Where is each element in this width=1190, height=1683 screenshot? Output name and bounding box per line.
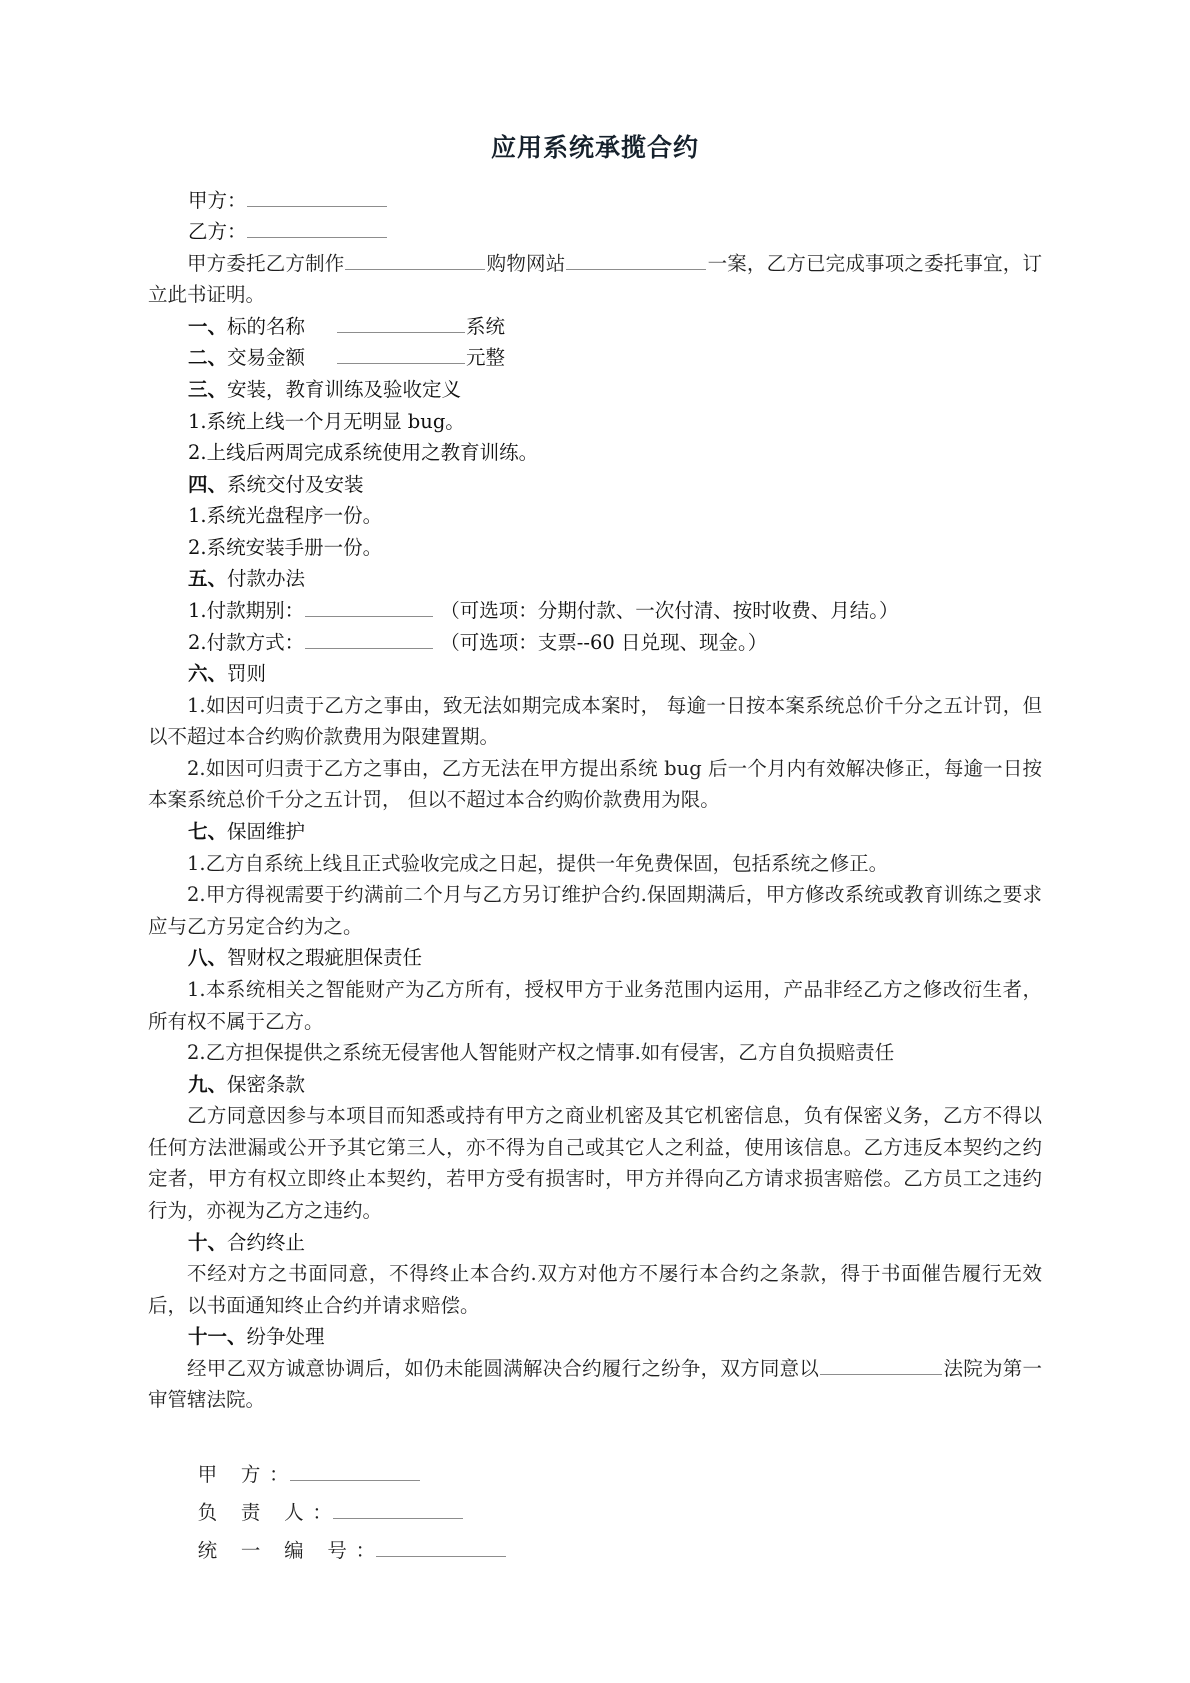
signature-block	[148, 1456, 1042, 1570]
section-6-item-2: 2.如因可归责于乙方之事由，乙方无法在甲方提出系统 bug 后一个月内有效解决修正，每逾一日按本案系统总价千分之五计罚， 但以不超过本合约购价款费用为限。	[148, 756, 1042, 812]
party-label-yifang: 乙方：	[187, 220, 247, 244]
payment-item-1-options: （可选项：分期付款、一次付清、按时收费、月结。）	[440, 599, 899, 623]
section-number-3: 三、	[187, 377, 227, 401]
dispute-part1: 经甲乙双方诚意协调后，如仍未能圆满解决合约履行之纷争，双方同意以	[187, 1356, 820, 1380]
section-8-item-2: 2.乙方担保提供之系统无侵害他人智能财产权之情事.如有侵害，乙方自负损赔责任	[187, 1041, 895, 1065]
section-8-item-1: 1.本系统相关之智能财产为乙方所有，授权甲方于业务范围内运用，产品非经乙方之修改衍生者，所有权不属于乙方。	[148, 977, 1042, 1033]
section-number-9: 九、	[187, 1072, 227, 1096]
section-number-7: 七、	[187, 820, 227, 844]
dispute-court-blank[interactable]	[820, 1353, 942, 1374]
party-label-jiafang: 甲方：	[187, 188, 247, 212]
section-number-6: 六、	[187, 662, 227, 686]
signature-row-jiafang	[198, 1456, 1042, 1494]
section-heading-3	[148, 374, 1042, 406]
preamble-part2: 购物网站	[486, 251, 566, 275]
preamble-part3: 一案，乙方已完成事项之委托事宜，订立此书证明。	[148, 251, 1042, 307]
party-row-yifang	[148, 216, 1042, 248]
signature-blank-jiafang[interactable]	[290, 1460, 420, 1481]
section-number-10: 十、	[187, 1230, 227, 1254]
section-number-2: 二、	[187, 346, 227, 370]
section-suffix-2: 元整	[466, 346, 506, 370]
preamble-blank-1[interactable]	[345, 248, 485, 269]
section-heading-4	[148, 469, 1042, 501]
signature-label-fuzeren: 负 责 人	[197, 1501, 313, 1525]
section-number-4: 四、	[187, 472, 227, 496]
section-heading-8	[148, 942, 1042, 974]
signature-blank-tongyibianhao[interactable]	[376, 1536, 506, 1557]
payment-item-1	[148, 595, 1042, 627]
dispute-part2: 法院为第一审管辖法院。	[148, 1356, 1042, 1412]
section-heading-6	[148, 658, 1042, 690]
section-6-item-1: 1.如因可归责于乙方之事由，致无法如期完成本案时， 每逾一日按本案系统总价千分之五计罚，但以不超过本合约购价款费用为限建置期。	[148, 693, 1042, 749]
section-3-item-1: 1.系统上线一个月无明显 bug。	[187, 409, 465, 433]
section-title-3: 安装，教育训练及验收定义	[226, 377, 461, 401]
section-11-body	[148, 1353, 1042, 1416]
section-heading-11	[148, 1321, 1042, 1353]
signature-row-tongyibianhao	[198, 1532, 1042, 1570]
preamble-blank-2[interactable]	[566, 248, 706, 269]
payment-item-2-label: 2.付款方式：	[187, 630, 305, 654]
section-title-2: 交易金额	[226, 346, 305, 370]
section-title-6: 罚则	[226, 662, 266, 686]
section-title-10: 合约终止	[226, 1230, 305, 1254]
section-suffix-1: 系统	[466, 314, 506, 338]
section-blank-1[interactable]	[337, 311, 465, 332]
section-3-item-2: 2.上线后两周完成系统使用之教育训练。	[187, 441, 539, 465]
section-7-item-2: 2.甲方得视需要于约满前二个月与乙方另订维护合约.保固期满后，甲方修改系统或教育训练之要求应与乙方另定合约为之。	[148, 883, 1042, 938]
section-title-4: 系统交付及安装	[226, 472, 364, 496]
signature-row-fuzeren	[198, 1494, 1042, 1532]
section-heading-9	[148, 1069, 1042, 1101]
signature-colon-fuzeren: ：	[312, 1501, 332, 1525]
section-title-8: 智财权之瑕疵胆保责任	[226, 946, 422, 970]
signature-colon-jiafang: ：	[269, 1463, 289, 1487]
payment-item-2	[148, 627, 1042, 659]
section-number-11: 十一、	[187, 1325, 247, 1349]
preamble-part1: 甲方委托乙方制作	[187, 251, 345, 275]
section-title-7: 保固维护	[226, 820, 305, 844]
section-7-item-1: 1.乙方自系统上线且正式验收完成之日起，提供一年免费保固，包括系统之修正。	[187, 851, 889, 875]
preamble-paragraph	[148, 248, 1042, 311]
section-title-5: 付款办法	[226, 567, 305, 591]
payment-item-1-blank[interactable]	[305, 596, 433, 617]
party-blank-yifang[interactable]	[247, 217, 387, 238]
payment-item-2-options: （可选项：支票--60 日兑现、现金。）	[440, 630, 768, 654]
party-blank-jiafang[interactable]	[247, 185, 387, 206]
signature-label-jiafang: 甲 方	[197, 1463, 270, 1487]
section-blank-2[interactable]	[337, 343, 465, 364]
section-title-1: 标的名称	[226, 314, 305, 338]
signature-colon-tongyibianhao: ：	[355, 1539, 376, 1563]
section-heading-2	[148, 342, 1042, 374]
section-heading-10	[148, 1227, 1042, 1259]
section-title-9: 保密条款	[226, 1072, 305, 1096]
section-title-11: 纷争处理	[246, 1325, 325, 1349]
section-10-body: 不经对方之书面同意，不得终止本合约.双方对他方不屡行本合约之条款，得于书面催告履行无效后，以书面通知终止合约并请求赔偿。	[148, 1262, 1042, 1317]
section-4-item-1: 1.系统光盘程序一份。	[187, 504, 383, 528]
section-4-item-2: 2.系统安装手册一份。	[187, 535, 383, 559]
signature-label-tongyibianhao: 统 一 编 号	[197, 1539, 356, 1563]
party-row-jiafang	[148, 185, 1042, 217]
section-heading-5	[148, 563, 1042, 595]
payment-item-2-blank[interactable]	[305, 627, 433, 648]
section-number-5: 五、	[187, 567, 227, 591]
signature-blank-fuzeren[interactable]	[333, 1498, 463, 1519]
payment-item-1-label: 1.付款期别：	[187, 599, 305, 623]
section-heading-1	[148, 311, 1042, 343]
section-number-8: 八、	[187, 946, 227, 970]
section-heading-7	[148, 816, 1042, 848]
page-title: 应用系统承揽合约	[490, 133, 699, 162]
section-9-body: 乙方同意因参与本项目而知悉或持有甲方之商业机密及其它机密信息，负有保密义务，乙方不得以任何方法泄漏或公开予其它第三人，亦不得为自己或其它人之利益，使用该信息。乙方违反本契约之约定者，甲方有权立即终止本契约，若甲方受有损害时，甲方并得向乙方请求损害赔偿。乙方员工之违约行为，亦视为乙方之违约。	[148, 1104, 1042, 1222]
section-number-1: 一、	[187, 314, 227, 338]
